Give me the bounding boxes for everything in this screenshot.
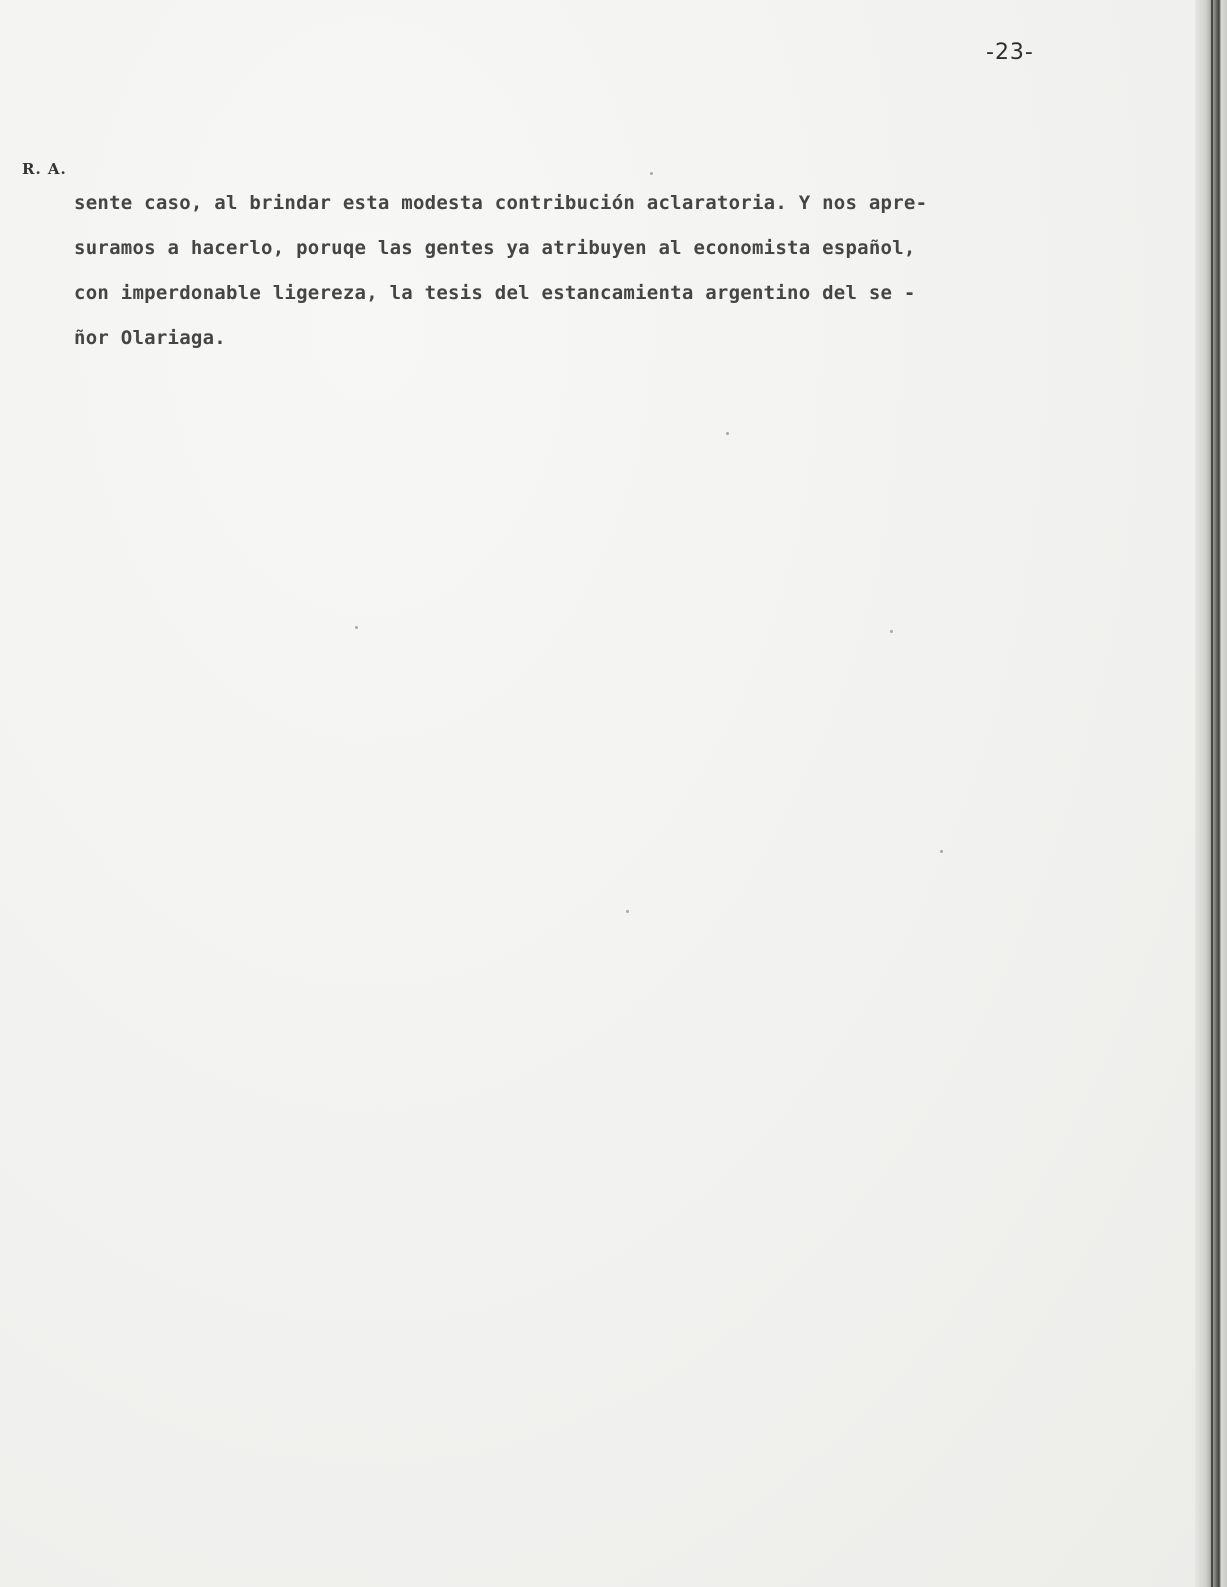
- paper-speck: [626, 910, 629, 913]
- body-paragraph: [74, 188, 1184, 368]
- paper-speck: [890, 630, 893, 633]
- text-line: ñor Olariaga.: [74, 327, 226, 349]
- paper-speck: [355, 626, 358, 629]
- paper-speck: [726, 432, 729, 435]
- text-line: con imperdonable ligereza, la tesis del estancamienta argentino del se -: [74, 282, 916, 304]
- paper-speck: [940, 850, 943, 853]
- text-line: suramos a hacerlo, poruqe las gentes ya atribuyen al economista español,: [74, 237, 916, 259]
- paper-speck: [650, 172, 653, 175]
- page-edge-line: [1211, 0, 1213, 1587]
- margin-note: R. A.: [22, 160, 67, 178]
- page-number: -23-: [986, 40, 1034, 65]
- text-line: sente caso, al brindar esta modesta contribución aclaratoria. Y nos apre-: [74, 192, 928, 214]
